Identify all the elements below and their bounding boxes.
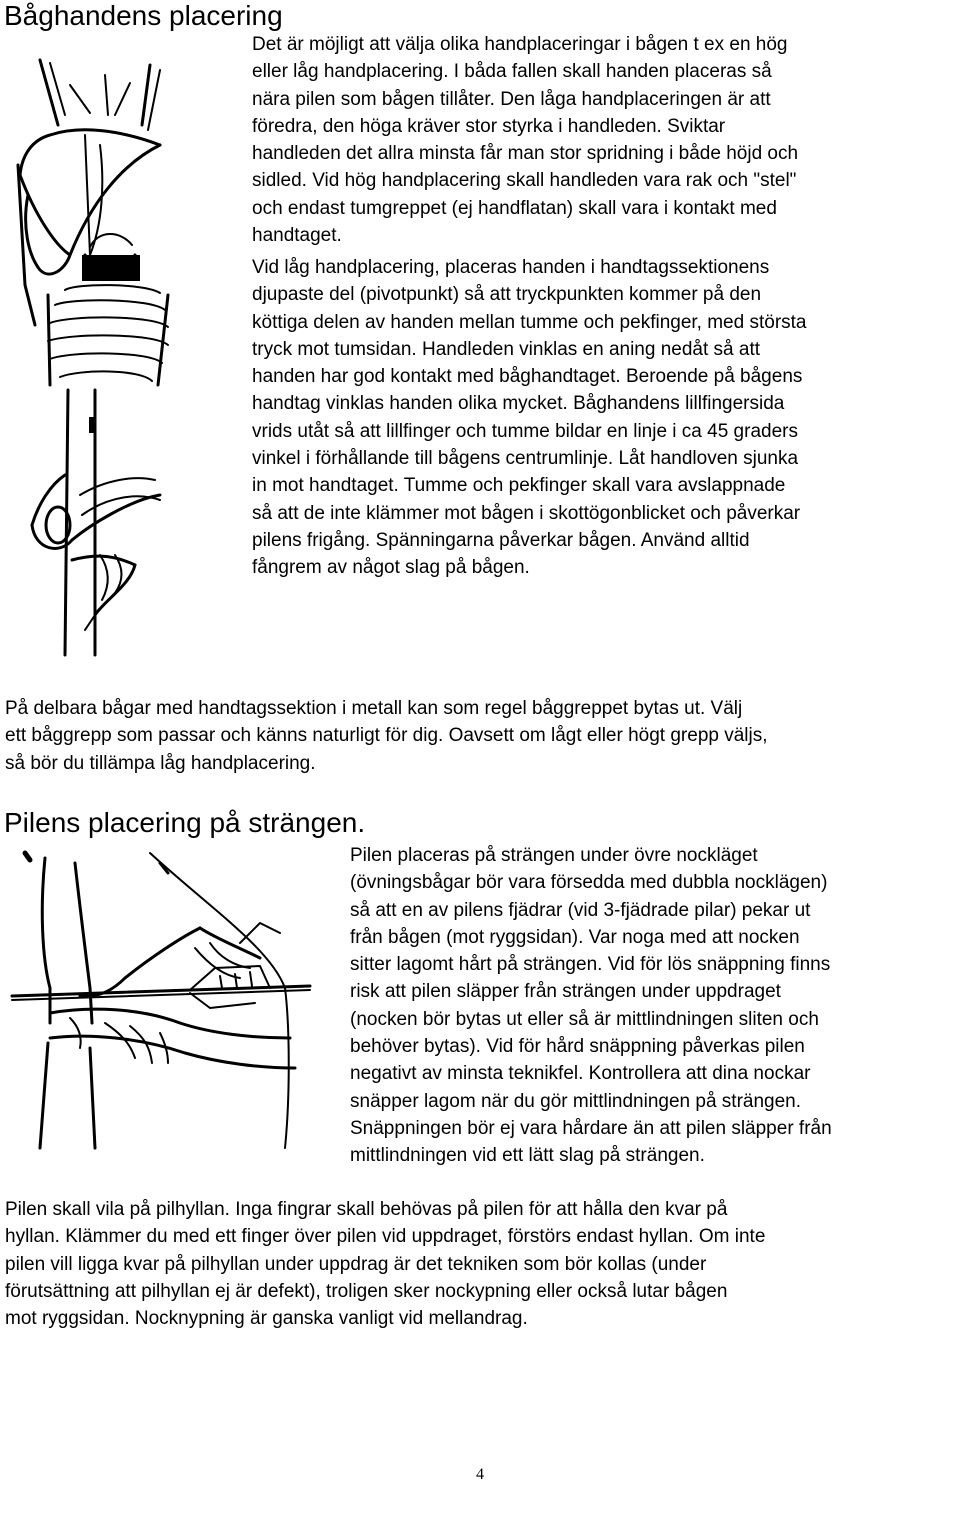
text-line: från bågen (mot ryggsidan). Var noga med att nocken xyxy=(350,926,800,948)
page-number: 4 xyxy=(476,1466,484,1483)
text-line: sitter lagomt hårt på strängen. Vid för lös snäppning finns xyxy=(350,954,831,976)
text-line: mittlindningen vid ett lätt slag på strängen. xyxy=(350,1145,705,1167)
text-line: ett båggrepp som passar och känns naturligt för dig. Oavsett om lågt eller högt grepp väljs, xyxy=(5,725,768,747)
text-line: Pilen placeras på strängen under övre nockläget xyxy=(350,845,758,866)
text-line: köttiga delen av handen mellan tumme och pekfinger, med största xyxy=(252,311,807,333)
arrow-nocking-illustration xyxy=(10,848,340,1158)
text-line: handen har god kontakt med båghandtaget. Beroende på bågens xyxy=(252,366,803,388)
paragraph-low-hand-placement xyxy=(252,254,957,582)
text-line: (nocken bör bytas ut eller så är mittlindningen sliten och xyxy=(350,1008,819,1030)
text-line: vinkel i förhållande till bågens centrumlinje. Låt handloven sjunka xyxy=(252,448,799,470)
text-line: behöver bytas). Vid för hård snäppning påverkas pilen xyxy=(350,1036,805,1058)
text-line: Det är möjligt att välja olika handplaceringar i bågen t ex en hög xyxy=(252,34,788,55)
text-line: negativt av minsta teknikfel. Kontrollera att dina nockar xyxy=(350,1063,811,1085)
text-line: och endast tumgreppet (ej handflatan) skall vara i kontakt med xyxy=(252,197,777,219)
text-line: Vid låg handplacering, placeras handen i handtagssektionens xyxy=(252,257,770,278)
text-line: förutsättning att pilhyllan ej är defekt), troligen sker nockypning eller också lutar bågen xyxy=(5,1280,728,1302)
text-line: tryck mot tumsidan. Handleden vinklas en aning nedåt så att xyxy=(252,338,761,360)
text-line: snäpper lagom när du gör mittlindningen på strängen. xyxy=(350,1090,802,1112)
text-line: så att de inte klämmer mot bågen i skottögonblicket och påverkar xyxy=(252,502,801,524)
text-line: nära pilen som bågen tillåter. Den låga handplaceringen är att xyxy=(252,88,771,110)
text-line: hyllan. Klämmer du med ett finger över pilen vid uppdraget, förstörs endast hyllan. Om inte xyxy=(5,1226,766,1248)
text-line: eller låg handplacering. I båda fallen skall handen placeras så xyxy=(252,61,772,83)
text-line: handtaget. xyxy=(252,225,342,247)
paragraph-grip-exchange xyxy=(5,695,957,777)
heading-arrow-placement: Pilens placering på strängen. xyxy=(4,807,366,838)
text-line: pilen vill ligga kvar på pilhyllan under uppdrag är det tekniken som bör kollas (under xyxy=(5,1253,707,1275)
text-line: djupaste del (pivotpunkt) så att tryckpunkten kommer på den xyxy=(252,284,762,306)
text-line: handleden det allra minsta får man stor spridning i både höjd och xyxy=(252,143,799,165)
text-line: (övningsbågar bör vara försedda med dubbla nocklägen) xyxy=(350,872,828,894)
text-line: mot ryggsidan. Nocknypning är ganska vanligt vid mellandrag. xyxy=(5,1308,528,1330)
text-line: handtag vinklas handen olika mycket. Båghandens lillfingersida xyxy=(252,393,785,415)
text-line: På delbara bågar med handtagssektion i metall kan som regel båggreppet bytas ut. Välj xyxy=(5,698,743,719)
text-line: fångrem av något slag på bågen. xyxy=(252,557,530,579)
text-line: Pilen skall vila på pilhyllan. Inga fingrar skall behövas på pilen för att hålla den kvar på xyxy=(5,1199,728,1220)
paragraph-hand-placement-intro xyxy=(252,31,957,249)
text-line: föredra, den höga kräver stor styrka i handleden. Sviktar xyxy=(252,115,726,137)
bow-hand-illustration xyxy=(10,55,170,655)
heading-bow-hand-placement: Båghandens placering xyxy=(4,0,283,31)
text-line: risk att pilen släpper från strängen under uppdraget xyxy=(350,981,781,1003)
text-line: in mot handtaget. Tumme och pekfinger skall vara avslappnade xyxy=(252,475,786,497)
paragraph-arrow-rest xyxy=(5,1196,957,1332)
text-line: vrids utåt så att lillfinger och tumme bildar en linje i ca 45 graders xyxy=(252,420,798,442)
text-line: så bör du tillämpa låg handplacering. xyxy=(5,752,316,774)
text-line: Snäppningen bör ej vara hårdare än att pilen släpper från xyxy=(350,1117,832,1139)
paragraph-nocking-arrow xyxy=(350,842,957,1170)
text-line: pilens frigång. Spänningarna påverkar bågen. Använd alltid xyxy=(252,529,750,551)
text-line: så att en av pilens fjädrar (vid 3-fjädrade pilar) pekar ut xyxy=(350,899,811,921)
text-line: sidled. Vid hög handplacering skall handleden vara rak och "stel" xyxy=(252,170,797,192)
